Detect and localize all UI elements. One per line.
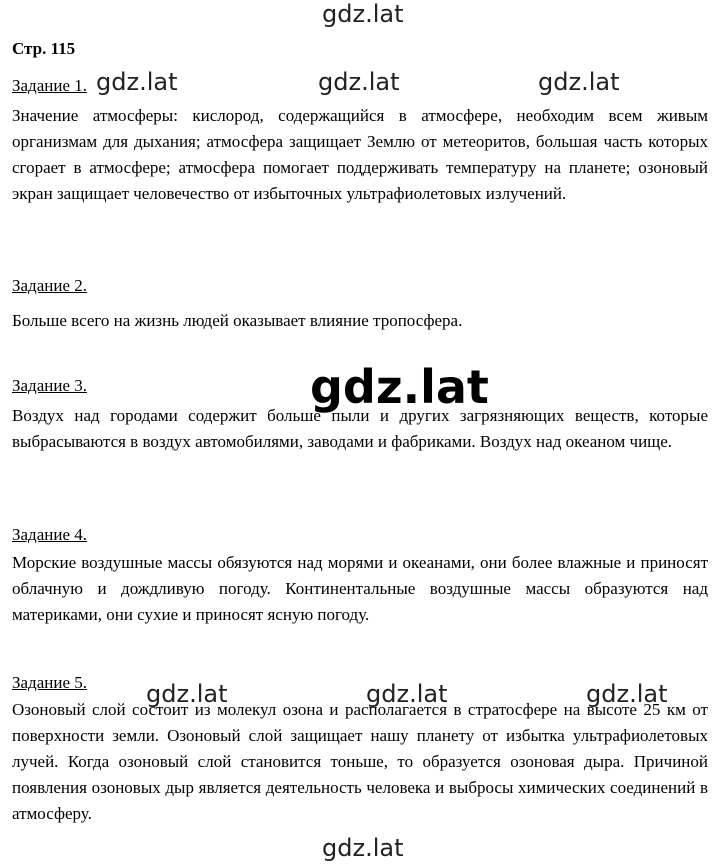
watermark-row5-center: gdz.lat — [366, 680, 448, 708]
task-3-text: Воздух над городами содержит больше пыли и других загрязняющих веществ, которые выбрасываются в воздух автомобилями, заводами и фабриками. Воздух над океаном чище. — [12, 406, 708, 451]
page-label: Стр. 115 — [12, 39, 76, 58]
watermark-bottom: gdz.lat — [322, 834, 404, 862]
watermark-row1-right: gdz.lat — [538, 68, 620, 96]
watermark-row5-right: gdz.lat — [586, 680, 668, 708]
task-4-text: Морские воздушные массы обязуются над морями и океанами, они более влажные и приносят облачную и дождливую погоду. Континентальные воздушные массы образуются над материками, они сухие и приносят ясную погоду. — [12, 553, 708, 624]
task-1-heading: Задание 1. — [12, 76, 87, 95]
watermark-row1-center: gdz.lat — [318, 68, 400, 96]
task-5-text: Озоновый слой состоит из молекул озона и располагается в стратосфере на высоте 25 км от поверхности земли. Озоновый слой защищает нашу планету от избытка ультрафиолетовых лучей. Когда озоновый слой становится тоньше, то образуется озоновая дыра. Причиной появления озоновых дыр является деятельность человека и выбросы химических соединений в атмосферу. — [12, 700, 708, 823]
task-3-heading: Задание 3. — [12, 376, 87, 395]
task-5-heading: Задание 5. — [12, 673, 87, 692]
task-1-text: Значение атмосферы: кислород, содержащийся в атмосфере, необходим всем живым организмам для дыхания; атмосфера защищает Землю от метеоритов, большая часть которых сгорает в атмосфере; атмосфера помогает поддерживать температуру на планете; озоновый экран защищает человечество от избыточных ультрафиолетовых излучений. — [12, 106, 708, 203]
watermark-center-large: gdz.lat — [310, 360, 489, 414]
watermark-top: gdz.lat — [322, 0, 404, 28]
task-2-text: Больше всего на жизнь людей оказывает влияние тропосфера. — [12, 311, 463, 330]
task-2-heading: Задание 2. — [12, 276, 87, 295]
task-4-heading: Задание 4. — [12, 525, 87, 544]
watermark-row5-left: gdz.lat — [146, 680, 228, 708]
watermark-row1-left: gdz.lat — [96, 68, 178, 96]
